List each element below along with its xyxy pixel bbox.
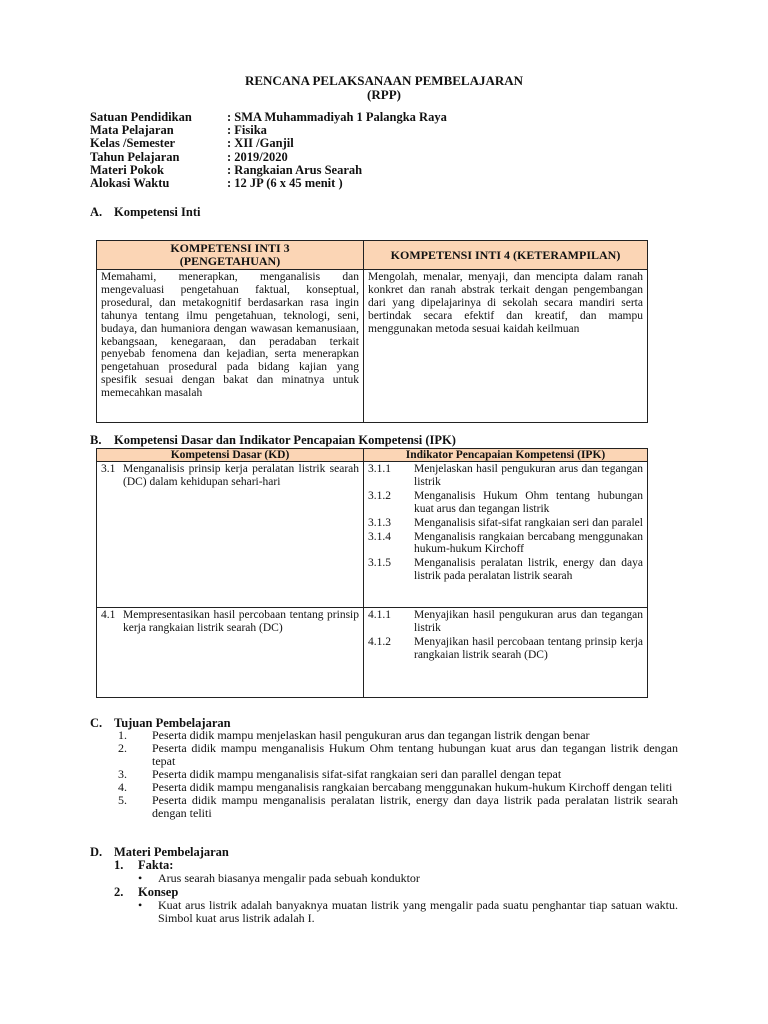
- list-item: 3.1.4 Menganalisis rangkaian bercabang menggunakan hukum-hukum Kirchoff: [368, 530, 643, 556]
- info-row: Alokasi Waktu : 12 JP (6 x 45 menit ): [90, 175, 343, 190]
- ki4-content: Mengolah, menalar, menyaji, dan mencipta dalam ranah konkret dan ranah abstrak terkait dengan pengembangan dari yang dipelajarinya di sekolah secara mandiri serta bertindak secara efektif dan kreatif, dan mampu menggunakan metoda sesuai kaidah keilmuan: [364, 270, 648, 423]
- list-item: 3.1.3 Menganalisis sifat-sifat rangkaian seri dan paralel: [368, 516, 643, 529]
- info-row: Kelas /Semester : XII /Ganjil: [90, 136, 294, 151]
- section-b-heading: B. Kompetensi Dasar dan Indikator Pencapaian Kompetensi (IPK): [90, 433, 456, 447]
- list-item: 3.1.2 Menganalisis Hukum Ohm tentang hubungan kuat arus dan tegangan listrik: [368, 489, 643, 515]
- fakta-heading: 1. Fakta:: [114, 858, 174, 872]
- konsep-item: • Kuat arus listrik adalah banyaknya muatan listrik yang mengalir pada suatu penghantar tiap satuan waktu. Simbol kuat arus listrik adalah I.: [138, 898, 678, 925]
- document-title: RENCANA PELAKSANAAN PEMBELAJARAN: [244, 73, 524, 88]
- document-subtitle: (RPP): [367, 87, 401, 102]
- ki4-header: KOMPETENSI INTI 4 (KETERAMPILAN): [364, 241, 648, 270]
- ipk-cell: [364, 608, 648, 698]
- info-row: Materi Pokok : Rangkaian Arus Searah: [90, 162, 363, 177]
- info-row: Mata Pelajaran : Fisika: [90, 123, 267, 138]
- section-c-heading: C. Tujuan Pembelajaran: [90, 716, 231, 730]
- info-row: Satuan Pendidikan : SMA Muhammadiyah 1 Palangka Raya: [90, 110, 447, 124]
- ipk-cell: [364, 462, 648, 608]
- kd-ipk-table: [96, 448, 648, 698]
- list-item: 5. Peserta didik mampu menganalisis peralatan listrik, energy dan daya listrik pada peralatan listrik searah dengan teliti: [118, 793, 678, 820]
- ki3-header: KOMPETENSI INTI 3 (PENGETAHUAN): [97, 241, 364, 270]
- kd-cell: 4.1 Mempresentasikan hasil percobaan tentang prinsip kerja rangkaian listrik searah (DC): [97, 608, 364, 698]
- list-item: 3.1.5 Menganalisis peralatan listrik, energy dan daya listrik pada peralatan listrik searah: [368, 557, 643, 583]
- bullet-icon: •: [138, 871, 143, 885]
- kompetensi-inti-table: [96, 240, 648, 423]
- ki3-content: Memahami, menerapkan, menganalisis dan mengevaluasi pengetahuan faktual, konseptual, prosedural, dan metakognitif berdasarkan rasa ingin tahunya tentang ilmu pengetahuan, teknologi, seni, budaya, dan humaniora dengan wawasan kemanusiaan, kebangsaan, kenegaraan, dan peradaban terkait penyebab fenomena dan kejadian, serta menerapkan pengetahuan prosedural pada bidang kajian yang spesifik sesuai dengan bakat dan minatnya untuk memecahkan masalah: [97, 270, 364, 423]
- fakta-item: • Arus searah biasanya mengalir pada sebuah konduktor: [138, 871, 420, 885]
- section-a-heading: A. Kompetensi Inti: [90, 205, 201, 219]
- list-item: 2. Peserta didik mampu menganalisis Hukum Ohm tentang hubungan kuat arus dan tegangan listrik dengan tepat: [118, 741, 678, 768]
- list-item: 3. Peserta didik mampu menganalisis sifat-sifat rangkaian seri dan parallel dengan tepat: [118, 767, 562, 781]
- list-item: 4.1.1 Menyajikan hasil pengukuran arus dan tegangan listrik: [368, 609, 643, 634]
- ipk-header: Indikator Pencapaian Kompetensi (IPK): [364, 449, 648, 462]
- bullet-icon: •: [138, 898, 143, 912]
- list-item: 4.1.2 Menyajikan hasil percobaan tentang prinsip kerja rangkaian listrik searah (DC): [368, 635, 643, 661]
- kd-cell: 3.1 Menganalisis prinsip kerja peralatan listrik searah (DC) dalam kehidupan sehari-hari: [97, 462, 364, 608]
- section-d-heading: D. Materi Pembelajaran: [90, 845, 229, 859]
- list-item: 3.1.1 Menjelaskan hasil pengukuran arus dan tegangan listrik: [368, 463, 643, 488]
- list-item: 4. Peserta didik mampu menganalisis rangkaian bercabang menggunakan hukum-hukum Kirchoff dengan teliti: [118, 780, 673, 794]
- konsep-heading: 2. Konsep: [114, 885, 179, 899]
- list-item: 1. Peserta didik mampu menjelaskan hasil pengukuran arus dan tegangan listrik dengan benar: [118, 728, 590, 742]
- info-row: Tahun Pelajaran : 2019/2020: [90, 149, 288, 164]
- kd-header: Kompetensi Dasar (KD): [97, 449, 364, 462]
- identity-block: [90, 111, 447, 190]
- tujuan-list: [118, 729, 678, 820]
